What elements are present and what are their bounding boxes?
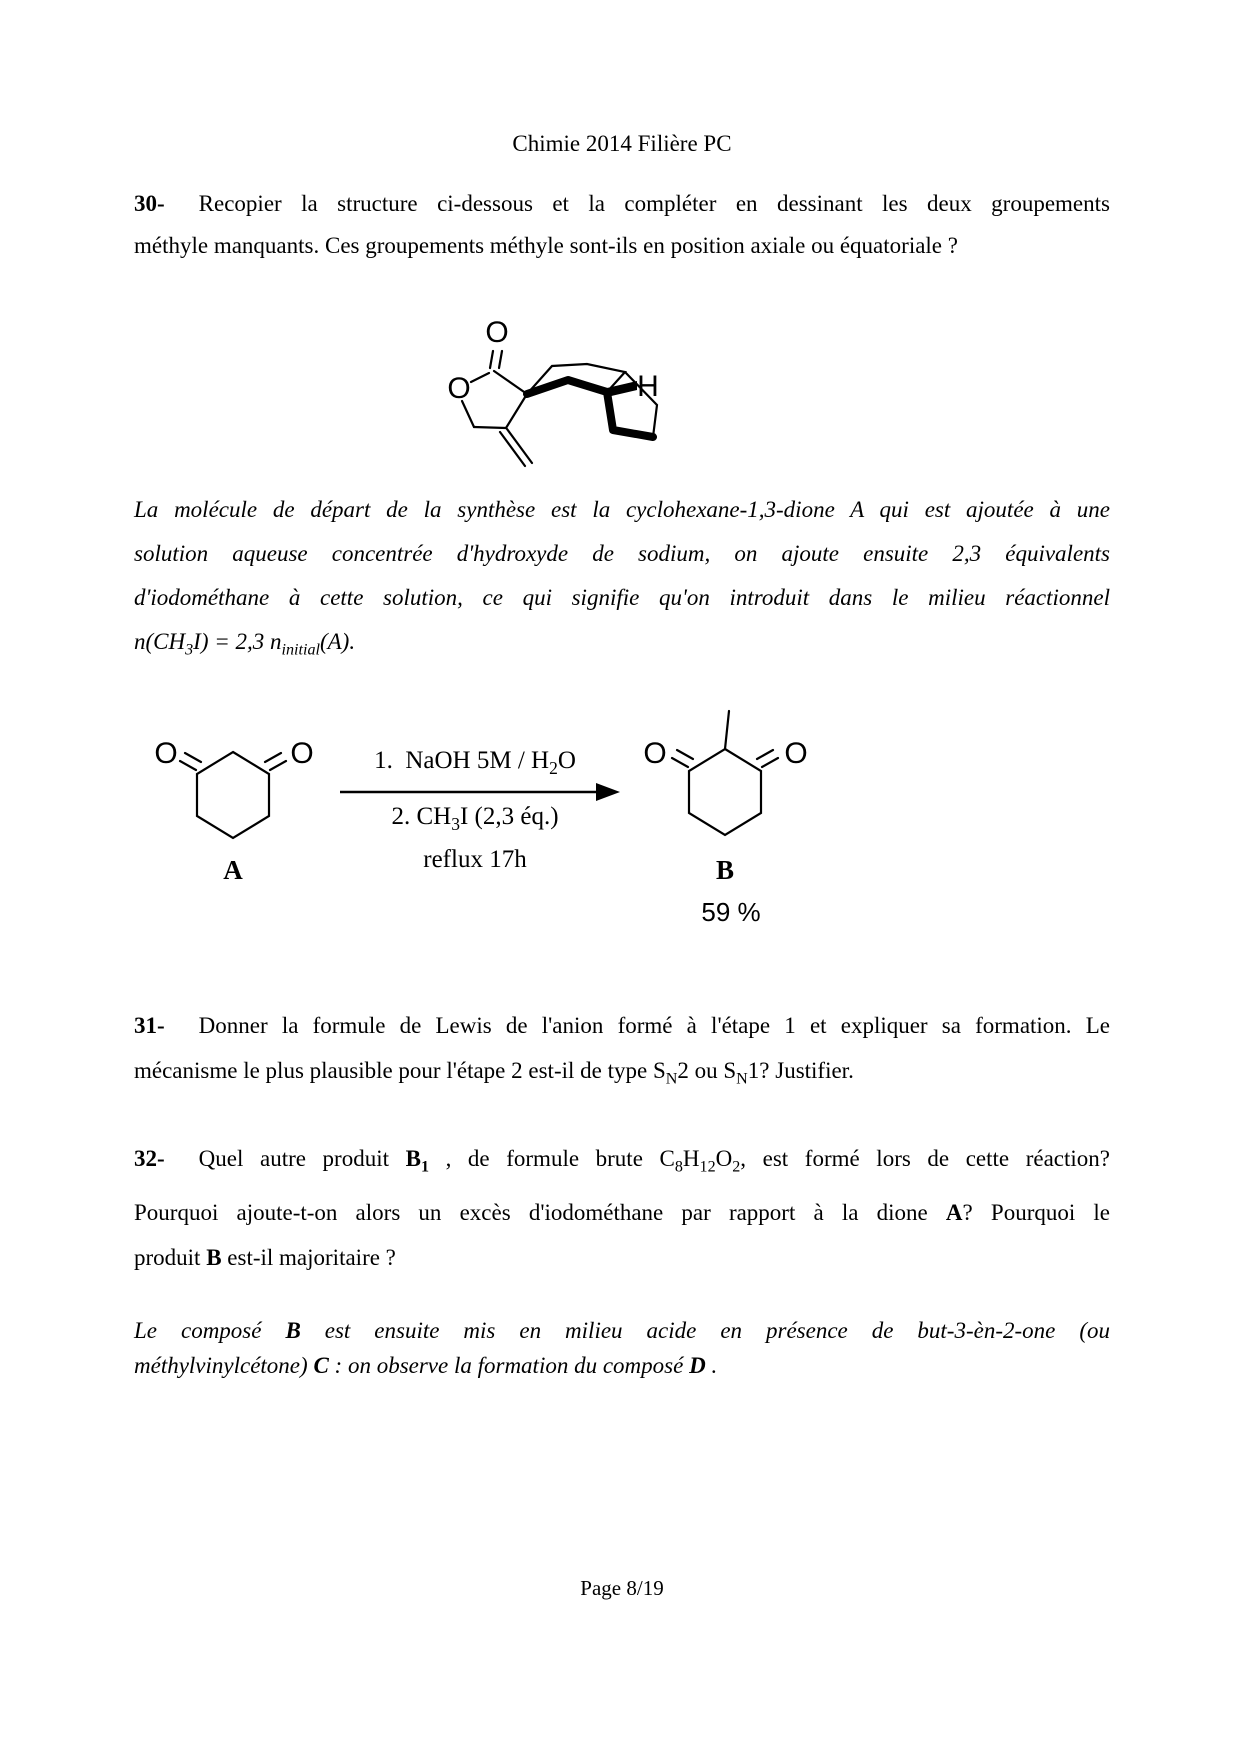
intro-paragraph <box>134 488 1110 673</box>
lactone-ring <box>447 316 527 428</box>
page-title: Chimie 2014 Filière PC <box>512 131 732 156</box>
text-line: Pourquoi ajoute-t-on alors un excès d'iodométhane par rapport à la dione A? Pourquoi le <box>134 1199 1110 1225</box>
exocyclic-methylene <box>500 429 532 466</box>
atom-label-o: O <box>154 737 178 770</box>
text-line: Le composé B est ensuite mis en milieu acide en présence de but-3-èn-2-one (ou <box>134 1318 1110 1343</box>
reaction-scheme-figure <box>130 690 1130 940</box>
atom-label-ring-o: O <box>447 372 471 405</box>
atom-label-o: O <box>643 737 667 770</box>
atom-label-o: O <box>784 737 808 770</box>
condition-step-1 <box>330 747 620 779</box>
arrowhead <box>596 783 620 801</box>
target-structure-figure <box>420 300 680 480</box>
text-line: mécanisme le plus plausible pour l'étape 2 est-il de type $S_N2$ ou $S_N1$? Justifier. <box>134 1058 854 1088</box>
reaction-arrow <box>340 783 620 801</box>
condition-step-2 <box>330 803 620 835</box>
question-number: 32- <box>134 1146 165 1171</box>
question-31 <box>134 1003 1110 1102</box>
methyl-bond <box>725 711 729 749</box>
text-line: 1. NaOH $5M / H_2O$ <box>374 747 576 778</box>
question-number: 30- <box>134 191 165 216</box>
page-number: Page 8/19 <box>580 1576 664 1600</box>
text-line: $n(CH_3I) = 2,3$ $n_{initial}(A)$. <box>134 629 356 659</box>
cyclohexane-ring <box>689 749 761 835</box>
reactant-a-structure <box>154 737 313 885</box>
yield-label: 59 % <box>701 897 761 927</box>
text-line: 2. $CH_3I$ (2,3 éq.) <box>391 803 559 834</box>
text-line: produit B est-il majoritaire ? <box>134 1244 396 1270</box>
cyclohexane-chair <box>527 364 659 403</box>
outro-paragraph <box>134 1313 1110 1383</box>
text-line: 32- Quel autre produit $B_1$ , de formule brute $C_8H_{12}O_2$, est formé lors de cette réaction? <box>134 1146 1110 1176</box>
text-line: méthyle manquants. Ces groupements méthyle sont-ils en position axiale ou équatoriale ? <box>134 233 958 258</box>
question-30 <box>134 183 1110 267</box>
text-line: d'iodométhane à cette solution, ce qui signifie qu'on introduit dans le milieu réactionnel <box>134 585 1110 610</box>
text-line: reflux 17h <box>423 846 527 873</box>
product-b-structure <box>643 711 807 927</box>
cyclohexane-ring <box>197 752 269 838</box>
condition-reflux <box>330 846 620 874</box>
text-line: 30- Recopier la structure ci-dessous et la compléter en dessinant les deux groupements <box>134 191 1110 216</box>
text-line: 31- Donner la formule de Lewis de l'anion formé à l'étape 1 et expliquer sa formation. Le <box>134 1013 1110 1038</box>
atom-label-o: O <box>290 737 314 770</box>
text-line: La molécule de départ de la synthèse est la cyclohexane-1,3-dione A qui est ajoutée à une <box>134 497 1110 522</box>
reactant-label: A <box>223 855 243 885</box>
question-number: 31- <box>134 1013 165 1038</box>
wedge-bond-h <box>607 381 637 397</box>
question-32 <box>134 1136 1110 1280</box>
text-line: solution aqueuse concentrée d'hydroxyde de sodium, on ajoute ensuite 2,3 équivalents <box>134 541 1110 566</box>
product-label: B <box>715 855 735 885</box>
atom-label-h: H <box>637 370 659 403</box>
text-line: méthylvinylcétone) C : on observe la formation du composé D . <box>134 1353 718 1378</box>
atom-label-carbonyl-o: O <box>485 316 509 349</box>
